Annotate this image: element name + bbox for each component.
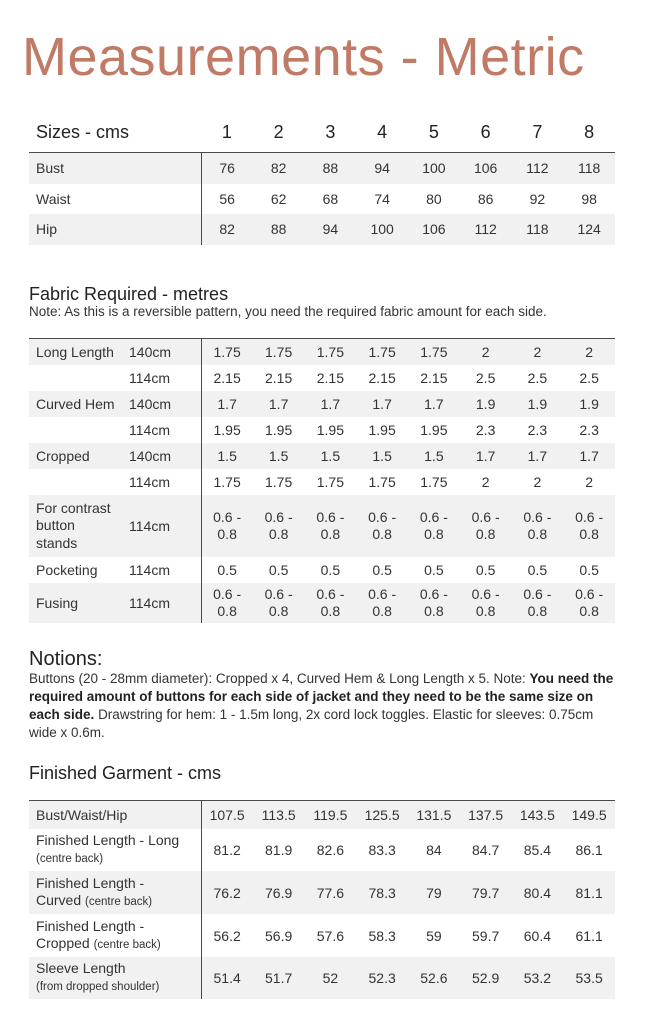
cell-value: 84.7 bbox=[472, 842, 500, 858]
cell-value: 2 bbox=[460, 339, 512, 366]
cell-line: 0.6 - bbox=[523, 586, 552, 602]
cell-line: 0.8 bbox=[475, 526, 496, 542]
cell-value: 112 bbox=[460, 214, 512, 245]
cell-value: 94 bbox=[305, 214, 357, 245]
fabric-width: 114cm bbox=[129, 562, 170, 578]
cell-value: 1.75 bbox=[408, 339, 460, 366]
cell-line: 0.6 - bbox=[471, 586, 500, 602]
cell-value: 57.6 bbox=[316, 927, 344, 944]
cell-line: 0.6 - bbox=[471, 509, 500, 525]
garment-heading: Finished Garment - cms bbox=[29, 763, 222, 783]
cell-line: 0.8 bbox=[217, 603, 237, 619]
cell-line: 0.6 - bbox=[419, 586, 448, 602]
cell-value: 0.5 bbox=[424, 562, 444, 578]
cell-value: 88 bbox=[253, 214, 305, 245]
cell-value: 98 bbox=[581, 190, 597, 207]
cell-value: 1.7 bbox=[201, 391, 253, 417]
table-row bbox=[29, 557, 615, 583]
cell-value: 59.7 bbox=[472, 927, 500, 944]
sizes-header-label: Sizes - cms bbox=[36, 121, 130, 142]
cell-value: 0.5 bbox=[320, 562, 341, 578]
row-label bbox=[29, 495, 129, 557]
cell-value bbox=[460, 495, 512, 557]
cell-value: 2.5 bbox=[579, 370, 599, 386]
row-label-main2: Curved bbox=[36, 891, 82, 908]
cell-value: 2.5 bbox=[475, 370, 496, 386]
cell-value: 100 bbox=[356, 214, 408, 245]
cell-value bbox=[563, 495, 615, 557]
table-row bbox=[29, 214, 615, 245]
cell-value: 2 bbox=[563, 339, 615, 366]
cell-value: 1.9 bbox=[460, 391, 512, 417]
cell-value: 125.5 bbox=[356, 801, 408, 830]
cell-value: 81.1 bbox=[563, 871, 615, 914]
cell-value: 1.5 bbox=[305, 443, 357, 469]
row-label-sub: (centre back) bbox=[85, 895, 153, 908]
cell-line: 0.6 - bbox=[264, 509, 293, 525]
cell-value: 1.95 bbox=[201, 417, 253, 443]
table-row bbox=[29, 184, 615, 215]
row-label-sub: (centre back) bbox=[36, 853, 104, 865]
cell-value: 119.5 bbox=[305, 801, 357, 830]
fabric-note: Note: As this is a reversible pattern, you need the required fabric amount for each side. bbox=[29, 304, 547, 319]
cell-value: 1.75 bbox=[265, 474, 293, 490]
cell-value: 112 bbox=[512, 153, 564, 184]
cell-value: 88 bbox=[305, 153, 357, 184]
row-label bbox=[29, 914, 201, 957]
table-row bbox=[29, 495, 615, 557]
table-row bbox=[29, 871, 615, 914]
cell-line: 0.6 - bbox=[368, 586, 397, 602]
cell-value: 149.5 bbox=[563, 801, 615, 830]
cell-value: 74 bbox=[374, 190, 390, 207]
cell-value bbox=[356, 495, 408, 557]
cell-value: 113.5 bbox=[253, 801, 305, 830]
cell-value: 51.4 bbox=[201, 957, 253, 999]
row-label: Waist bbox=[36, 190, 71, 207]
cell-value: 76.2 bbox=[201, 871, 253, 914]
row-label bbox=[29, 871, 201, 914]
cell-value: 1.5 bbox=[201, 443, 253, 469]
fabric-heading: Fabric Required - metres bbox=[29, 284, 229, 304]
cell-line: 0.6 - bbox=[419, 509, 448, 525]
cell-line: 0.6 - bbox=[316, 586, 345, 602]
row-label-sub: (centre back) bbox=[93, 938, 161, 951]
cell-value: 2 bbox=[481, 474, 490, 490]
cell-value: 0.5 bbox=[475, 562, 496, 578]
cell-line: 0.6 - bbox=[213, 586, 242, 602]
cell-line: 0.6 - bbox=[523, 509, 552, 525]
cell-value: 59 bbox=[426, 927, 442, 944]
cell-value: 1.7 bbox=[253, 391, 305, 417]
cell-line: 0.8 bbox=[372, 526, 392, 542]
row-label: Fusing bbox=[29, 583, 129, 623]
cell-value: 2.15 bbox=[368, 370, 396, 386]
cell-value: 92 bbox=[529, 190, 546, 207]
cell-value bbox=[305, 583, 357, 623]
cell-value: 94 bbox=[356, 153, 408, 184]
cell-line: 0.8 bbox=[217, 526, 237, 542]
cell-value: 1.7 bbox=[563, 443, 615, 469]
cell-value: 1.7 bbox=[305, 391, 357, 417]
cell-value: 1.7 bbox=[512, 443, 564, 469]
cell-value: 100 bbox=[408, 153, 460, 184]
cell-value: 0.5 bbox=[268, 562, 289, 578]
cell-value: 2.15 bbox=[316, 370, 344, 386]
cell-value: 85.4 bbox=[523, 842, 551, 858]
cell-value: 1.95 bbox=[265, 422, 293, 438]
fabric-width: 114cm bbox=[129, 474, 170, 490]
row-label-line: button bbox=[36, 517, 75, 534]
cell-value bbox=[563, 583, 615, 623]
notions-heading: Notions: bbox=[29, 648, 103, 670]
cell-value: 2.5 bbox=[527, 370, 548, 386]
cell-value: 131.5 bbox=[408, 801, 460, 830]
cell-value: 80.4 bbox=[512, 871, 564, 914]
cell-line: 0.6 - bbox=[575, 509, 604, 525]
cell-value: 1.95 bbox=[420, 422, 448, 438]
cell-value: 82.6 bbox=[316, 842, 344, 858]
cell-value: 82 bbox=[201, 214, 253, 245]
row-label bbox=[29, 801, 201, 830]
size-header: 6 bbox=[480, 121, 491, 142]
row-label bbox=[29, 417, 129, 443]
cell-value: 61.1 bbox=[575, 927, 603, 944]
table-row bbox=[29, 339, 615, 366]
cell-value: 106 bbox=[460, 153, 512, 184]
row-label-line: stands bbox=[36, 534, 78, 551]
cell-line: 0.8 bbox=[527, 603, 548, 619]
cell-value: 76.9 bbox=[253, 871, 305, 914]
size-header: 2 bbox=[273, 121, 284, 142]
table-row bbox=[29, 153, 615, 184]
cell-line: 0.8 bbox=[320, 526, 341, 542]
cell-value: 82 bbox=[253, 153, 305, 184]
cell-value: 1.75 bbox=[253, 339, 305, 366]
cell-value: 2.15 bbox=[420, 370, 448, 386]
cell-line: 0.6 - bbox=[575, 586, 604, 602]
cell-value: 51.7 bbox=[253, 957, 305, 999]
garment-table bbox=[29, 800, 615, 999]
row-label: Long Length bbox=[29, 339, 129, 366]
cell-line: 0.8 bbox=[320, 603, 341, 619]
sizes-header-row bbox=[29, 112, 615, 153]
cell-value: 78.3 bbox=[356, 871, 408, 914]
row-label: Bust bbox=[29, 153, 201, 184]
notions-text: Buttons (20 - 28mm diameter): Cropped x 4, Curved Hem & Long Length x 5. Note: You need the required amount of buttons for each side of jacket and they need to be the same size on each side. Drawstring for hem: 1 - 1.5m long, 2x cord lock toggles. Elastic for sleeves: 0.75cm wide x 0.6m. bbox=[29, 671, 614, 740]
cell-line: 0.8 bbox=[424, 603, 444, 619]
fabric-width: 114cm bbox=[129, 370, 170, 386]
fabric-width: 140cm bbox=[129, 391, 201, 417]
cell-value: 1.75 bbox=[305, 339, 357, 366]
cell-value: 56.2 bbox=[201, 914, 253, 957]
cell-value: 1.95 bbox=[316, 422, 344, 438]
cell-value: 1.75 bbox=[201, 339, 253, 366]
cell-value: 1.9 bbox=[512, 391, 564, 417]
cell-value: 1.5 bbox=[253, 443, 305, 469]
cell-line: 0.8 bbox=[527, 526, 548, 542]
cell-value bbox=[305, 495, 357, 557]
cell-value: 1.75 bbox=[420, 474, 448, 490]
cell-value: 1.5 bbox=[408, 443, 460, 469]
cell-value: 2.3 bbox=[579, 422, 599, 438]
cell-value: 76 bbox=[201, 153, 253, 184]
cell-value: 2.3 bbox=[527, 422, 548, 438]
row-label-main: Finished Length - bbox=[36, 917, 145, 934]
sizes-table bbox=[29, 112, 615, 245]
cell-value: 2.15 bbox=[265, 370, 293, 386]
cell-line: 0.6 - bbox=[316, 509, 345, 525]
cell-value bbox=[201, 583, 253, 623]
row-label-main: Finished Length - Long bbox=[36, 832, 180, 848]
row-label-line: For contrast bbox=[36, 499, 111, 516]
cell-value bbox=[460, 583, 512, 623]
cell-line: 0.6 - bbox=[368, 509, 397, 525]
fabric-width: 140cm bbox=[129, 339, 201, 366]
page-title: Measurements - Metric bbox=[22, 27, 585, 87]
row-label-main2: Cropped bbox=[36, 934, 90, 951]
cell-value bbox=[512, 495, 564, 557]
cell-value: 52 bbox=[305, 957, 357, 999]
cell-value: 2.3 bbox=[475, 422, 496, 438]
cell-value: 84 bbox=[426, 842, 442, 858]
row-label-main: Bust/Waist/Hip bbox=[36, 806, 128, 823]
cell-value: 86 bbox=[477, 190, 494, 207]
row-label: Curved Hem bbox=[29, 391, 129, 417]
cell-value: 62 bbox=[270, 190, 287, 207]
cell-value: 79.7 bbox=[460, 871, 512, 914]
fabric-width: 140cm bbox=[129, 443, 201, 469]
cell-value: 107.5 bbox=[201, 801, 253, 830]
cell-value: 53.2 bbox=[512, 957, 564, 999]
cell-value: 1.75 bbox=[201, 469, 253, 495]
row-label-main: Finished Length - bbox=[36, 874, 145, 891]
cell-value: 52.6 bbox=[408, 957, 460, 999]
cell-value: 80 bbox=[426, 190, 442, 207]
table-row bbox=[29, 829, 615, 871]
row-label bbox=[29, 957, 201, 999]
fabric-width: 114cm bbox=[129, 583, 201, 623]
table-row bbox=[29, 914, 615, 957]
size-header: 8 bbox=[584, 121, 595, 142]
row-label: Hip bbox=[29, 214, 201, 245]
cell-value: 1.7 bbox=[356, 391, 408, 417]
cell-value: 118 bbox=[512, 214, 564, 245]
row-label-main: Sleeve Length bbox=[36, 960, 126, 976]
cell-value: 118 bbox=[563, 153, 615, 184]
row-label-sub: (from dropped shoulder) bbox=[36, 981, 160, 993]
cell-value: 83.3 bbox=[368, 842, 396, 858]
cell-value: 52.9 bbox=[460, 957, 512, 999]
size-header: 7 bbox=[532, 121, 543, 142]
fabric-width: 114cm bbox=[129, 495, 201, 557]
cell-value: 56 bbox=[201, 184, 253, 215]
cell-value: 1.7 bbox=[460, 443, 512, 469]
cell-value: 1.75 bbox=[356, 339, 408, 366]
table-row bbox=[29, 365, 615, 391]
table-row bbox=[29, 801, 615, 830]
cell-value: 0.5 bbox=[372, 562, 392, 578]
cell-value: 106 bbox=[408, 214, 460, 245]
cell-value: 2.15 bbox=[201, 365, 253, 391]
row-label bbox=[29, 365, 129, 391]
cell-value: 58.3 bbox=[368, 927, 396, 944]
cell-value: 2 bbox=[533, 474, 542, 490]
cell-value: 2 bbox=[512, 339, 564, 366]
cell-value: 77.6 bbox=[305, 871, 357, 914]
cell-value bbox=[201, 495, 253, 557]
row-label: Cropped bbox=[29, 443, 129, 469]
cell-value: 1.9 bbox=[563, 391, 615, 417]
cell-value bbox=[253, 583, 305, 623]
cell-line: 0.6 - bbox=[213, 509, 242, 525]
table-row bbox=[29, 469, 615, 495]
table-row bbox=[29, 443, 615, 469]
fabric-table bbox=[29, 338, 615, 623]
cell-value: 137.5 bbox=[460, 801, 512, 830]
cell-line: 0.8 bbox=[372, 603, 392, 619]
cell-value bbox=[253, 495, 305, 557]
row-label bbox=[29, 469, 129, 495]
cell-line: 0.6 - bbox=[264, 586, 293, 602]
cell-value bbox=[512, 583, 564, 623]
table-row bbox=[29, 583, 615, 623]
cell-value: 143.5 bbox=[512, 801, 564, 830]
cell-value: 79 bbox=[408, 871, 460, 914]
cell-value: 68 bbox=[322, 190, 339, 207]
size-header: 5 bbox=[428, 121, 439, 142]
cell-value: 52.3 bbox=[356, 957, 408, 999]
size-header: 4 bbox=[377, 121, 388, 142]
table-row bbox=[29, 417, 615, 443]
size-header: 1 bbox=[221, 121, 232, 142]
cell-value: 0.5 bbox=[579, 562, 599, 578]
cell-value: 56.9 bbox=[265, 927, 293, 944]
cell-line: 0.8 bbox=[579, 526, 599, 542]
cell-value: 0.5 bbox=[201, 557, 253, 583]
cell-value: 1.75 bbox=[316, 474, 344, 490]
cell-value: 60.4 bbox=[523, 927, 551, 944]
cell-line: 0.8 bbox=[424, 526, 444, 542]
cell-value: 1.7 bbox=[408, 391, 460, 417]
row-label: Pocketing bbox=[36, 562, 98, 578]
cell-line: 0.8 bbox=[268, 526, 289, 542]
cell-value: 1.95 bbox=[368, 422, 396, 438]
cell-value: 86.1 bbox=[575, 842, 603, 858]
cell-value: 124 bbox=[563, 214, 615, 245]
cell-value: 1.75 bbox=[368, 474, 396, 490]
size-header: 3 bbox=[325, 121, 336, 142]
cell-value: 0.5 bbox=[527, 562, 548, 578]
table-row bbox=[29, 957, 615, 999]
cell-value bbox=[408, 495, 460, 557]
cell-value: 1.5 bbox=[356, 443, 408, 469]
cell-value: 81.2 bbox=[201, 829, 253, 871]
cell-line: 0.8 bbox=[579, 603, 599, 619]
table-row bbox=[29, 391, 615, 417]
cell-value bbox=[408, 583, 460, 623]
cell-value: 81.9 bbox=[265, 842, 293, 858]
cell-value: 2 bbox=[585, 474, 594, 490]
cell-value bbox=[356, 583, 408, 623]
cell-value: 53.5 bbox=[563, 957, 615, 999]
row-label bbox=[29, 829, 201, 871]
cell-line: 0.8 bbox=[268, 603, 289, 619]
fabric-width: 114cm bbox=[129, 422, 170, 438]
cell-line: 0.8 bbox=[475, 603, 496, 619]
